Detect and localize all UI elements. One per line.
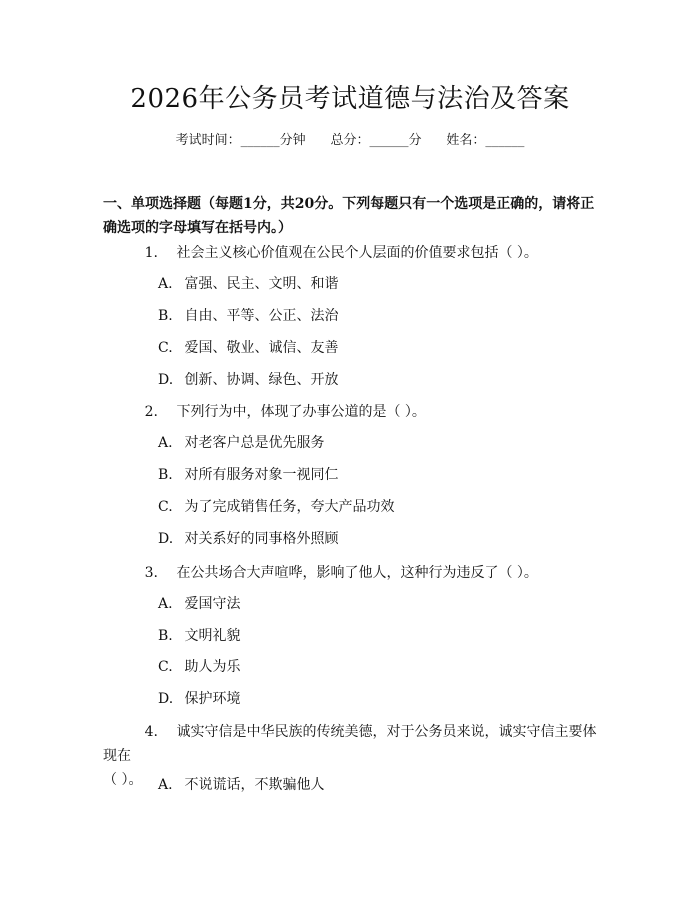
score-blank: ______	[369, 133, 409, 148]
section-heading-line2: 确选项的字母填写在括号内。）	[103, 220, 292, 236]
option-2c	[158, 497, 598, 517]
option-text: 对关系好的同事格外照顾	[184, 531, 339, 547]
name-blank: ______	[485, 133, 525, 148]
score-unit: 分	[408, 133, 422, 148]
option-3d	[158, 689, 598, 709]
option-4a	[158, 775, 598, 795]
option-label: A.	[158, 276, 173, 292]
option-3c	[158, 657, 598, 677]
option-text: 助人为乐	[184, 659, 241, 675]
question-number: 2.	[144, 404, 158, 420]
option-3a	[158, 594, 598, 614]
option-label: B.	[158, 308, 173, 324]
question-number: 1.	[144, 245, 158, 261]
option-label: C.	[158, 499, 173, 515]
time-blank: ______	[240, 133, 280, 148]
option-text: 文明礼貌	[184, 628, 241, 644]
option-text: 爱国、敬业、诚信、友善	[184, 340, 339, 356]
option-label: A.	[158, 596, 173, 612]
section-heading	[103, 192, 600, 240]
name-label: 姓名：	[446, 133, 486, 148]
option-2a	[158, 433, 598, 453]
question-text-line1: 诚实守信是中华民族的传统美德，对于公务员来说，诚实守信主要体现在	[103, 724, 597, 764]
option-text: 为了完成销售任务，夸大产品功效	[184, 499, 395, 515]
option-text: 创新、协调、绿色、开放	[184, 372, 339, 388]
option-label: D.	[158, 691, 174, 707]
question-text: 在公共场合大声喧哗，影响了他人，这种行为违反了（ ）。	[176, 565, 538, 581]
question-number: 4.	[144, 724, 158, 740]
option-text: 爱国守法	[184, 596, 241, 612]
question-text: 社会主义核心价值观在公民个人层面的价值要求包括（ ）。	[176, 245, 538, 261]
option-3b	[158, 626, 598, 646]
question-1	[103, 241, 600, 265]
option-label: C.	[158, 659, 173, 675]
question-3	[103, 561, 600, 585]
option-label: B.	[158, 467, 173, 483]
option-text: 自由、平等、公正、法治	[184, 308, 339, 324]
option-label: A.	[158, 777, 173, 793]
option-text: 富强、民主、文明、和谐	[184, 276, 339, 292]
time-label: 考试时间：	[175, 133, 241, 148]
option-1b	[158, 306, 598, 326]
option-text: 对所有服务对象一视同仁	[184, 467, 339, 483]
exam-meta-line	[0, 132, 700, 150]
option-1a	[158, 274, 598, 294]
option-label: B.	[158, 628, 173, 644]
question-number: 3.	[144, 565, 158, 581]
page-title: 2026年公务员考试道德与法治及答案	[130, 84, 570, 114]
option-text: 保护环境	[184, 691, 241, 707]
time-unit: 分钟	[279, 133, 306, 148]
option-2d	[158, 529, 598, 549]
section-heading-line1: 一、单项选择题（每题1分，共20分。下列每题只有一个选项是正确的，请将正	[103, 196, 595, 212]
option-label: D.	[158, 531, 174, 547]
option-1d	[158, 370, 598, 390]
option-label: C.	[158, 340, 173, 356]
question-text: 下列行为中，体现了办事公道的是（ ）。	[176, 404, 426, 420]
question-2	[103, 400, 600, 424]
option-text: 对老客户总是优先服务	[184, 435, 325, 451]
option-2b	[158, 465, 598, 485]
option-1c	[158, 338, 598, 358]
score-label: 总分：	[330, 133, 370, 148]
question-text-line2: （ ）。	[103, 772, 143, 788]
option-text: 不说谎话，不欺骗他人	[184, 777, 325, 793]
option-label: A.	[158, 435, 173, 451]
option-label: D.	[158, 372, 174, 388]
